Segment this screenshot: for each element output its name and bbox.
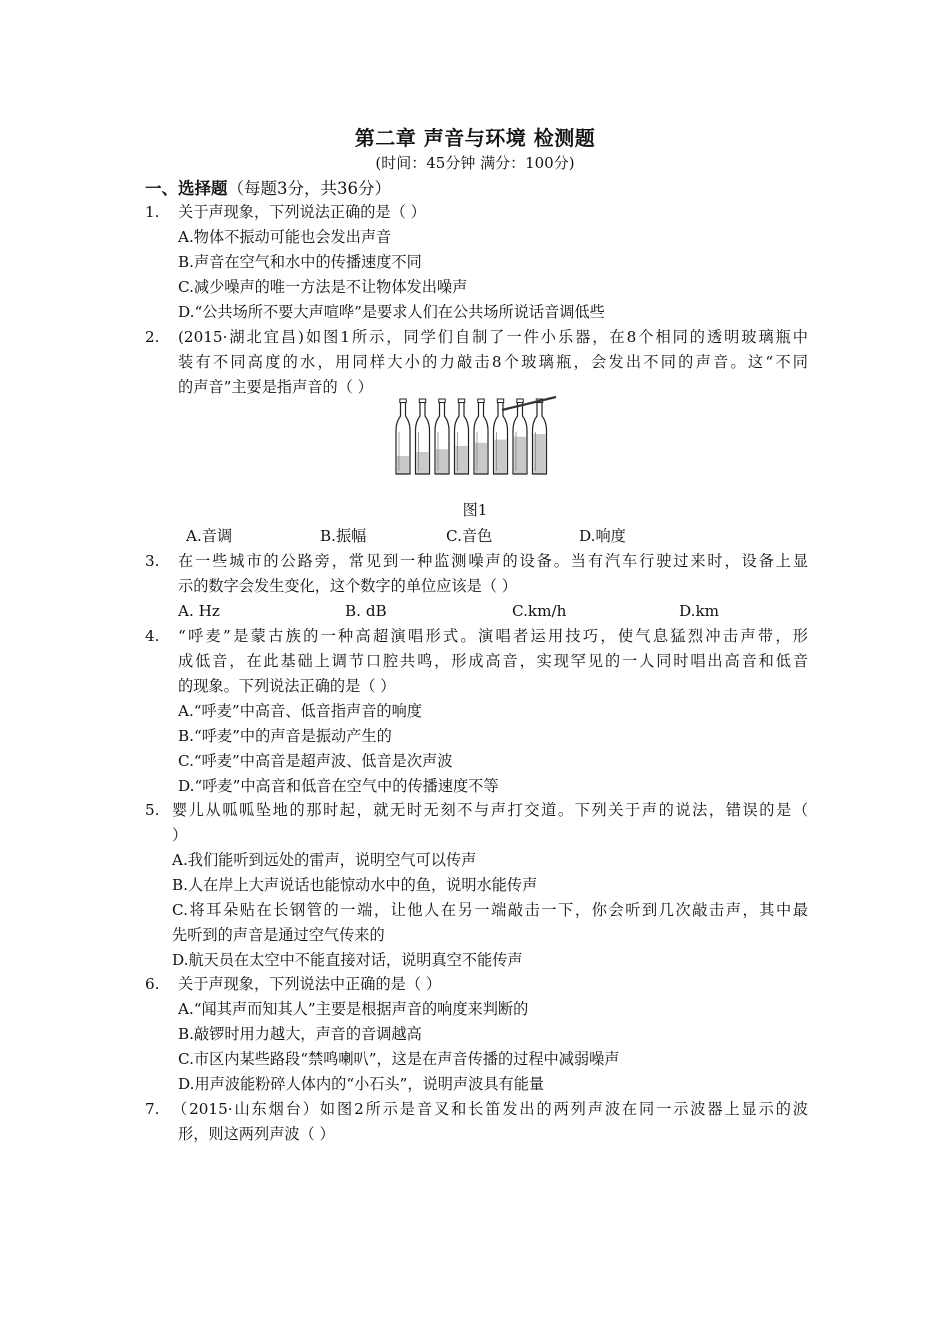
option: D.用声波能粉碎人体内的“小石头”，说明声波具有能量 xyxy=(178,1075,545,1093)
option: A. Hz xyxy=(178,602,220,620)
question-text: 成低音，在此基础上调节口腔共鸣，形成高音，实现罕见的一人同时唱出高音和低音 xyxy=(178,652,808,670)
bottle-lip xyxy=(439,399,445,403)
question-number: 4. xyxy=(145,627,160,645)
question-text: “呼麦”是蒙古族的一种高超演唱形式。演唱者运用技巧，使气息猛烈冲击声带，形 xyxy=(178,627,808,645)
option: A.“呼麦”中高音、低音指声音的响度 xyxy=(178,702,422,720)
question-number: 5. xyxy=(145,801,160,819)
option: A.音调 xyxy=(186,527,233,545)
option: A.我们能听到远处的雷声，说明空气可以传声 xyxy=(172,851,477,869)
question-number: 7. xyxy=(145,1100,160,1118)
question-number: 3. xyxy=(145,552,160,570)
option: A.物体不振动可能也会发出声音 xyxy=(178,228,392,246)
option: B.“呼麦”中的声音是振动产生的 xyxy=(178,727,392,745)
option: D.响度 xyxy=(579,527,626,545)
question-text: 的声音”主要是指声音的（ ） xyxy=(178,378,373,396)
question-text: 示的数字会发生变化，这个数字的单位应该是（ ） xyxy=(178,577,517,595)
glass-bottle xyxy=(533,399,547,474)
question-text: 形，则这两列声波（ ） xyxy=(178,1125,335,1143)
question-text: 关于声现象，下列说法中正确的是（ ） xyxy=(178,975,442,993)
glass-bottle xyxy=(435,399,449,474)
option: A.“闻其声而知其人”主要是根据声音的响度来判断的 xyxy=(178,1000,529,1018)
section-note: （每题3分，共36分） xyxy=(227,179,391,198)
option: C.将耳朵贴在长钢管的一端，让他人在另一端敲击一下，你会听到几次敲击声，其中最 xyxy=(172,901,808,919)
option: B.振幅 xyxy=(320,527,367,545)
bottle-lip xyxy=(400,399,406,403)
option: C.减少噪声的唯一方法是不让物体发出噪声 xyxy=(178,278,468,296)
question-text: ） xyxy=(172,826,188,844)
section-label: 一、选择题 xyxy=(145,179,228,198)
figure-caption: 图1 xyxy=(462,501,488,519)
question-text: 装有不同高度的水，用同样大小的力敲击8个玻璃瓶，会发出不同的声音。这“不同 xyxy=(178,353,808,371)
question-number: 6. xyxy=(145,975,160,993)
glass-bottle xyxy=(396,399,410,474)
question-text: 在一些城市的公路旁，常见到一种监测噪声的设备。当有汽车行驶过来时，设备上显 xyxy=(178,552,808,570)
page-subtitle: (时间：45分钟 满分：100分) xyxy=(375,154,575,172)
bottle-lip xyxy=(478,399,484,403)
question-text: 婴儿从呱呱坠地的那时起，就无时无刻不与声打交道。下列关于声的说法，错误的是（ xyxy=(172,801,808,819)
option: D.“呼麦”中高音和低音在空气中的传播速度不等 xyxy=(178,777,499,795)
bottle-lip xyxy=(517,399,523,403)
option: 先听到的声音是通过空气传来的 xyxy=(172,926,385,944)
question-text: 的现象。下列说法正确的是（ ） xyxy=(178,677,396,695)
striking-stick xyxy=(502,397,556,410)
bottle-lip xyxy=(497,399,503,403)
question-text: 关于声现象，下列说法正确的是（ ） xyxy=(178,203,426,221)
glass-bottle xyxy=(474,399,488,474)
option: C.音色 xyxy=(446,527,493,545)
option: D.km xyxy=(679,602,720,620)
glass-bottle xyxy=(455,399,469,474)
option: D.“公共场所不要大声喧哗”是要求人们在公共场所说话音调低些 xyxy=(178,303,605,321)
question-number: 1. xyxy=(145,203,160,221)
page-title: 第二章 声音与环境 检测题 xyxy=(354,126,596,150)
question-number: 2. xyxy=(145,328,160,346)
option: B.敲锣时用力越大，声音的音调越高 xyxy=(178,1025,422,1043)
option: C.市区内某些路段“禁鸣喇叭”，这是在声音传播的过程中减弱噪声 xyxy=(178,1050,620,1068)
option: B.人在岸上大声说话也能惊动水中的鱼，说明水能传声 xyxy=(172,876,538,894)
section-heading xyxy=(145,175,391,199)
question-text: (2015·湖北宜昌)如图1所示，同学们自制了一件小乐器，在8个相同的透明玻璃瓶中 xyxy=(178,328,808,346)
option: D.航天员在太空中不能直接对话，说明真空不能传声 xyxy=(172,951,523,969)
option: C.“呼麦”中高音是超声波、低音是次声波 xyxy=(178,752,453,770)
option: C.km/h xyxy=(512,602,567,620)
glass-bottle xyxy=(416,399,430,474)
figure-1-bottles xyxy=(390,392,570,482)
question-text: （2015·山东烟台）如图2所示是音叉和长笛发出的两列声波在同一示波器上显示的波 xyxy=(172,1100,808,1118)
option: B. dB xyxy=(345,602,387,620)
bottle-lip xyxy=(419,399,425,403)
glass-bottle xyxy=(513,399,527,474)
bottle-lip xyxy=(458,399,464,403)
option: B.声音在空气和水中的传播速度不同 xyxy=(178,253,422,271)
